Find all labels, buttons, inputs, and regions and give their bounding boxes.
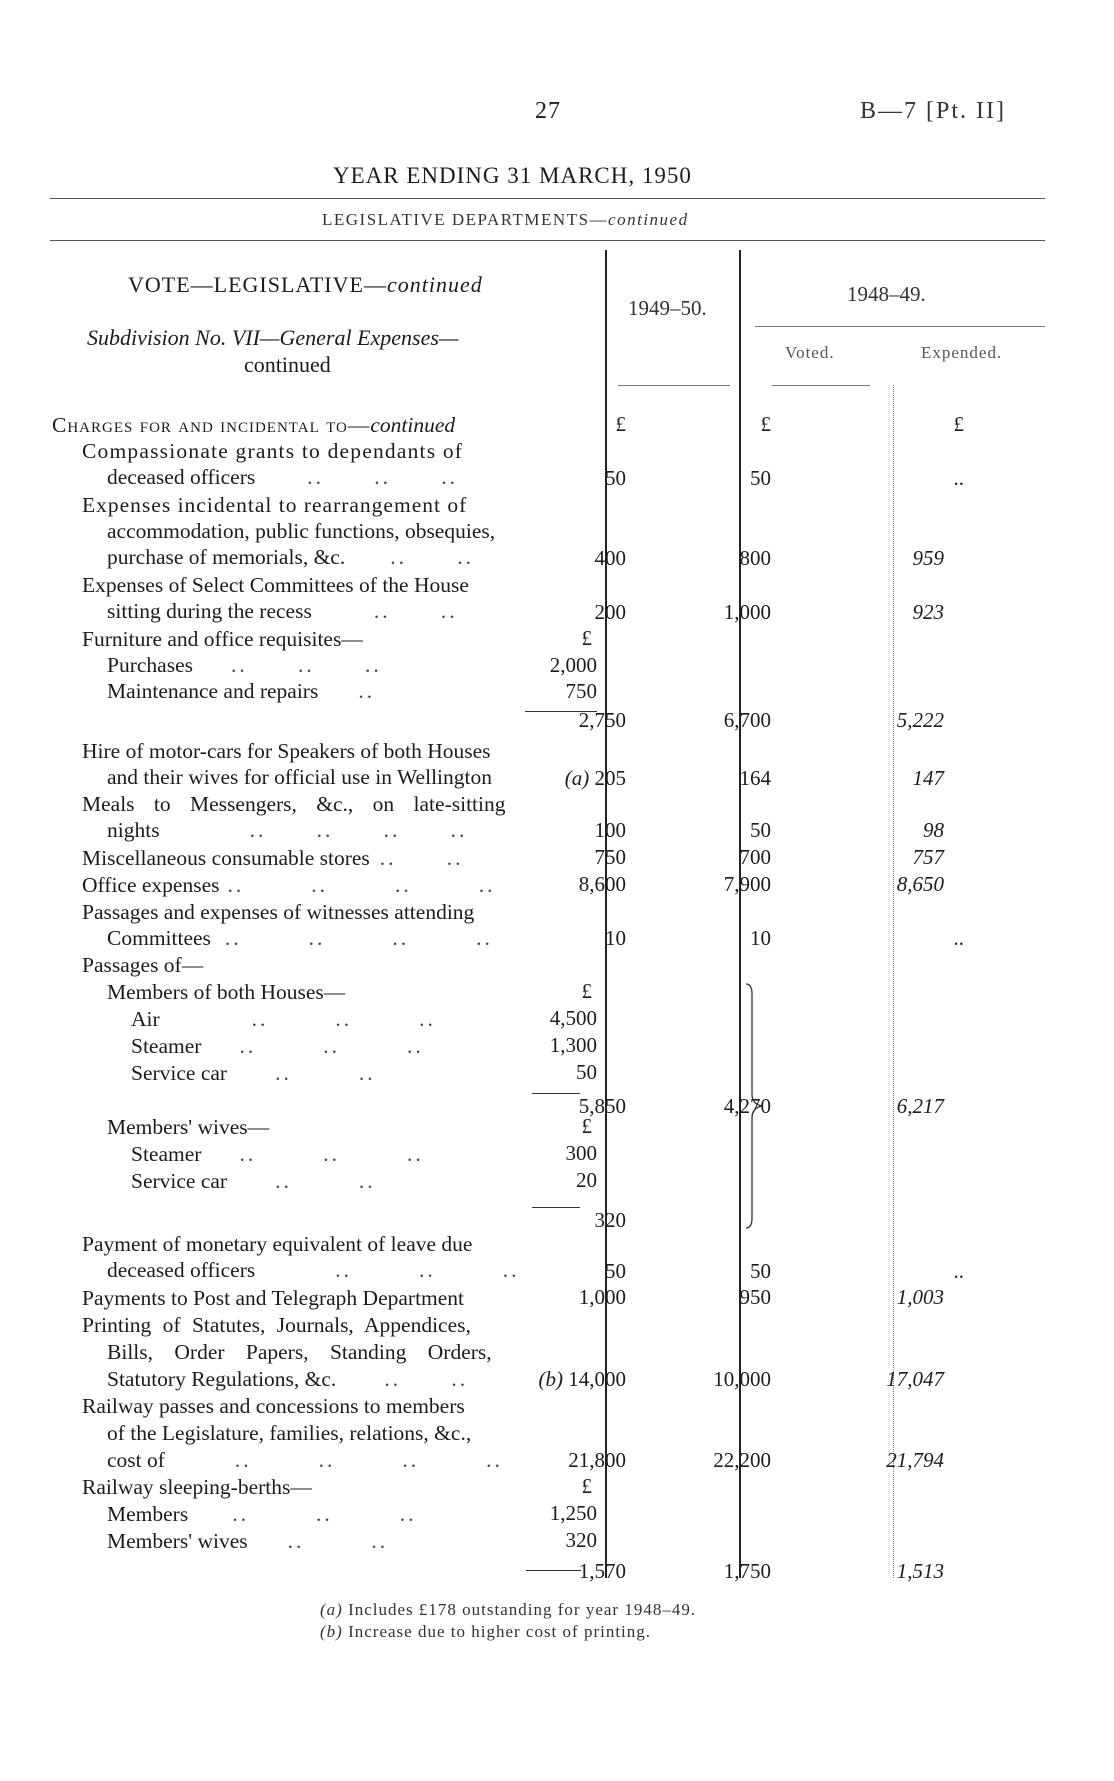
value-expended: 147 bbox=[912, 766, 944, 790]
subtotal-rule bbox=[526, 1570, 581, 1571]
value-number: 14,000 bbox=[568, 1367, 626, 1391]
item-witness-line1: Passages and expenses of witnesses attending bbox=[82, 900, 475, 924]
value-voted: 950 bbox=[739, 1285, 771, 1309]
year-previous-heading: 1948–49. bbox=[847, 282, 926, 306]
value-expended: 757 bbox=[912, 845, 944, 869]
value-voted: 4,270 bbox=[723, 1094, 771, 1118]
value-voted: 50 bbox=[750, 1259, 771, 1283]
item-furniture-purchases bbox=[107, 652, 382, 678]
item-label: Members' wives bbox=[107, 1529, 248, 1553]
item-witness-line2 bbox=[107, 925, 493, 951]
value-1949-50: 8,600 bbox=[578, 872, 626, 896]
footnote-a-text: Includes £178 outstanding for year 1948–49. bbox=[348, 1600, 697, 1619]
year-current-heading: 1949–50. bbox=[628, 296, 707, 320]
leader-dots: .. .. bbox=[384, 1367, 469, 1391]
page-title: YEAR ENDING 31 MARCH, 1950 bbox=[333, 163, 692, 188]
leader-dots: .. .. .. .. bbox=[224, 926, 493, 950]
value-1949-50: 5,850 bbox=[578, 1094, 626, 1118]
value-voted: 6,700 bbox=[723, 708, 771, 732]
value-1949-50: 100 bbox=[594, 818, 626, 842]
value-expended: 959 bbox=[912, 546, 944, 570]
value-voted: 10,000 bbox=[713, 1367, 771, 1391]
item-label: purchase of memorials, &c. bbox=[107, 545, 346, 569]
footnote-b bbox=[320, 1622, 651, 1642]
sub-amount: 300 bbox=[565, 1141, 597, 1165]
leader-dots: .. .. bbox=[287, 1529, 389, 1553]
value-expended: 5,222 bbox=[896, 708, 944, 732]
value-expended: 923 bbox=[912, 600, 944, 624]
value-1949-50 bbox=[539, 1367, 627, 1392]
voted-rule bbox=[772, 385, 870, 386]
leader-dots: .. .. .. bbox=[239, 1142, 424, 1166]
item-wives: Members' wives— bbox=[107, 1115, 270, 1139]
leader-dots: .. .. .. .. bbox=[227, 873, 496, 897]
vote-heading-continued: continued bbox=[386, 272, 483, 297]
leader-dots: .. .. .. bbox=[307, 465, 458, 489]
item-label: Miscellaneous consumable stores bbox=[82, 846, 370, 870]
value-1949-50: 2,750 bbox=[578, 708, 626, 732]
footnote-b-mark: (b) bbox=[320, 1622, 343, 1641]
value-1949-50 bbox=[565, 766, 626, 791]
item-printing-line1: Printing of Statutes, Journals, Appendices, bbox=[82, 1313, 471, 1337]
currency-col1: £ bbox=[615, 412, 626, 436]
item-meals-line1: Meals to Messengers, &c., on late-sitting bbox=[82, 792, 506, 816]
leader-dots: .. .. .. bbox=[232, 1502, 417, 1526]
item-office bbox=[82, 872, 496, 898]
value-expended: .. bbox=[953, 466, 964, 490]
item-label: Maintenance and repairs bbox=[107, 679, 319, 703]
value-expended: .. bbox=[953, 1259, 964, 1283]
footnote-ref-b: (b) bbox=[538, 1367, 563, 1391]
sub-amount: 4,500 bbox=[549, 1006, 597, 1030]
item-sleeping-members bbox=[107, 1501, 416, 1527]
leader-dots: .. .. .. bbox=[335, 1258, 520, 1282]
item-label: deceased officers bbox=[107, 1258, 256, 1282]
item-hire-line1: Hire of motor-cars for Speakers of both Houses bbox=[82, 739, 491, 763]
value-expended: .. bbox=[953, 926, 964, 950]
leader-dots: .. bbox=[358, 679, 376, 703]
value-expended: 8,650 bbox=[896, 872, 944, 896]
item-furniture: Furniture and office requisites— bbox=[82, 627, 363, 651]
item-label: Steamer bbox=[131, 1142, 202, 1166]
year-previous-rule bbox=[755, 326, 1045, 327]
leader-dots: .. .. bbox=[373, 599, 458, 623]
item-air bbox=[131, 1006, 436, 1032]
item-wives-steamer bbox=[131, 1141, 424, 1167]
item-furniture-maintenance bbox=[107, 678, 375, 704]
members-currency: £ bbox=[581, 979, 592, 1003]
document-reference: B—7 [Pt. II] bbox=[860, 98, 1006, 124]
footnote-a bbox=[320, 1600, 696, 1620]
value-1949-50: 10 bbox=[605, 926, 626, 950]
value-expended: 21,794 bbox=[886, 1448, 944, 1472]
value-1949-50: 200 bbox=[594, 600, 626, 624]
item-label: Air bbox=[131, 1007, 160, 1031]
leader-dots: .. .. .. bbox=[230, 653, 382, 677]
section-heading-caps: Charges for and incidental to— bbox=[52, 413, 371, 437]
currency-col2: £ bbox=[760, 412, 771, 436]
item-label: nights bbox=[107, 818, 160, 842]
voted-heading: Voted. bbox=[785, 343, 835, 362]
subtitle-main: LEGISLATIVE DEPARTMENTS— bbox=[322, 210, 609, 229]
item-monetary-line2 bbox=[107, 1257, 519, 1283]
item-label: cost of bbox=[107, 1448, 165, 1472]
section-heading bbox=[52, 412, 455, 438]
value-number: 205 bbox=[594, 766, 626, 790]
vote-heading bbox=[128, 272, 483, 298]
value-expended: 1,513 bbox=[896, 1559, 944, 1583]
page-subtitle bbox=[322, 210, 689, 230]
vote-heading-main: VOTE—LEGISLATIVE— bbox=[128, 272, 387, 297]
column-divider-3 bbox=[893, 385, 894, 1578]
leader-dots: .. .. .. .. bbox=[249, 818, 468, 842]
value-expended: 98 bbox=[923, 818, 944, 842]
wives-currency: £ bbox=[581, 1114, 592, 1138]
title-rule bbox=[50, 198, 1045, 199]
year-current-rule bbox=[618, 385, 730, 386]
value-1949-50: 750 bbox=[594, 845, 626, 869]
sleeping-currency: £ bbox=[581, 1474, 592, 1498]
item-printing-line2: Bills, Order Papers, Standing Orders, bbox=[107, 1340, 492, 1364]
item-sleeping: Railway sleeping-berths— bbox=[82, 1475, 312, 1499]
item-service-car bbox=[131, 1060, 376, 1086]
sub-amount: 50 bbox=[576, 1060, 597, 1084]
leader-dots: .. .. .. bbox=[251, 1007, 436, 1031]
section-heading-continued: continued bbox=[370, 413, 456, 437]
subdivision-heading: Subdivision No. VII—General Expenses— bbox=[87, 325, 459, 350]
item-printing-line3 bbox=[107, 1366, 468, 1392]
item-monetary-line1: Payment of monetary equivalent of leave due bbox=[82, 1232, 473, 1256]
item-railway-line1: Railway passes and concessions to members bbox=[82, 1394, 465, 1418]
value-1949-50: 400 bbox=[594, 546, 626, 570]
value-voted: 1,750 bbox=[723, 1559, 771, 1583]
value-voted: 800 bbox=[739, 546, 771, 570]
leader-dots: .. .. bbox=[275, 1169, 376, 1193]
value-1949-50: 50 bbox=[605, 466, 626, 490]
item-hire-line2: and their wives for official use in Wellington bbox=[107, 765, 492, 789]
value-expended: 17,047 bbox=[886, 1367, 944, 1391]
item-label: Members bbox=[107, 1502, 189, 1526]
furniture-currency: £ bbox=[581, 626, 592, 650]
item-compassionate-line1: Compassionate grants to dependants of bbox=[82, 439, 464, 463]
value-voted: 164 bbox=[739, 766, 771, 790]
item-railway-line2: of the Legislature, families, relations, &c., bbox=[107, 1421, 472, 1445]
subtotal-rule bbox=[532, 1093, 580, 1094]
sub-amount: 2,000 bbox=[549, 653, 597, 677]
leader-dots: .. .. bbox=[390, 545, 474, 569]
item-label: Service car bbox=[131, 1169, 228, 1193]
item-label: Purchases bbox=[107, 653, 193, 677]
item-label: Statutory Regulations, &c. bbox=[107, 1367, 337, 1391]
value-voted: 1,000 bbox=[723, 600, 771, 624]
item-meals-line2 bbox=[107, 817, 467, 843]
leader-dots: .. .. .. bbox=[239, 1034, 424, 1058]
item-expenses-line2: accommodation, public functions, obsequies, bbox=[107, 519, 496, 543]
expended-heading: Expended. bbox=[921, 343, 1003, 362]
footnote-ref-a: (a) bbox=[564, 766, 590, 790]
item-railway-line3 bbox=[107, 1447, 503, 1473]
item-select-line2 bbox=[107, 598, 458, 624]
value-1949-50: 320 bbox=[594, 1208, 626, 1232]
subtotal-rule bbox=[532, 1207, 580, 1208]
leader-dots: .. .. .. .. bbox=[234, 1448, 503, 1472]
page-number: 27 bbox=[535, 98, 561, 124]
item-sleeping-wives bbox=[107, 1528, 388, 1554]
value-expended: 1,003 bbox=[896, 1285, 944, 1309]
leader-dots: .. .. bbox=[275, 1061, 376, 1085]
sub-amount: 20 bbox=[576, 1168, 597, 1192]
item-expenses-line1: Expenses incidental to rearrangement of bbox=[82, 493, 468, 517]
brace-icon bbox=[744, 982, 768, 1230]
value-expended: 6,217 bbox=[896, 1094, 944, 1118]
sub-amount: 320 bbox=[565, 1528, 597, 1552]
value-voted: 50 bbox=[750, 818, 771, 842]
sub-amount: 750 bbox=[565, 679, 597, 703]
value-voted: 22,200 bbox=[713, 1448, 771, 1472]
sub-amount: 1,300 bbox=[549, 1033, 597, 1057]
item-label: Committees bbox=[107, 926, 211, 950]
value-voted: 50 bbox=[750, 466, 771, 490]
sub-amount: 1,250 bbox=[549, 1501, 597, 1525]
leader-dots: .. .. bbox=[379, 846, 464, 870]
currency-col3: £ bbox=[953, 412, 964, 436]
item-passages: Passages of— bbox=[82, 953, 204, 977]
item-members-both: Members of both Houses— bbox=[107, 980, 346, 1004]
value-1949-50: 1,000 bbox=[578, 1285, 626, 1309]
value-voted: 700 bbox=[739, 845, 771, 869]
item-misc bbox=[82, 845, 464, 871]
subdivision-continued: continued bbox=[244, 352, 331, 377]
item-select-line1: Expenses of Select Committees of the House bbox=[82, 573, 469, 597]
item-expenses-line3 bbox=[107, 544, 474, 570]
value-voted: 10 bbox=[750, 926, 771, 950]
value-1949-50: 1,570 bbox=[578, 1559, 626, 1583]
subtitle-rule bbox=[50, 240, 1045, 241]
item-wives-service-car bbox=[131, 1168, 376, 1194]
value-1949-50: 21,800 bbox=[568, 1448, 626, 1472]
subtitle-continued: continued bbox=[608, 210, 689, 229]
item-label: deceased officers bbox=[107, 465, 256, 489]
footnote-b-text: Increase due to higher cost of printing. bbox=[348, 1622, 652, 1641]
footnote-a-mark: (a) bbox=[320, 1600, 343, 1619]
item-label: Steamer bbox=[131, 1034, 202, 1058]
item-steamer bbox=[131, 1033, 424, 1059]
value-1949-50: 50 bbox=[605, 1259, 626, 1283]
item-compassionate-line2 bbox=[107, 464, 458, 490]
item-label: sitting during the recess bbox=[107, 599, 312, 623]
item-post: Payments to Post and Telegraph Department bbox=[82, 1286, 465, 1310]
item-label: Service car bbox=[131, 1061, 228, 1085]
item-label: Office expenses bbox=[82, 873, 220, 897]
value-voted: 7,900 bbox=[723, 872, 771, 896]
